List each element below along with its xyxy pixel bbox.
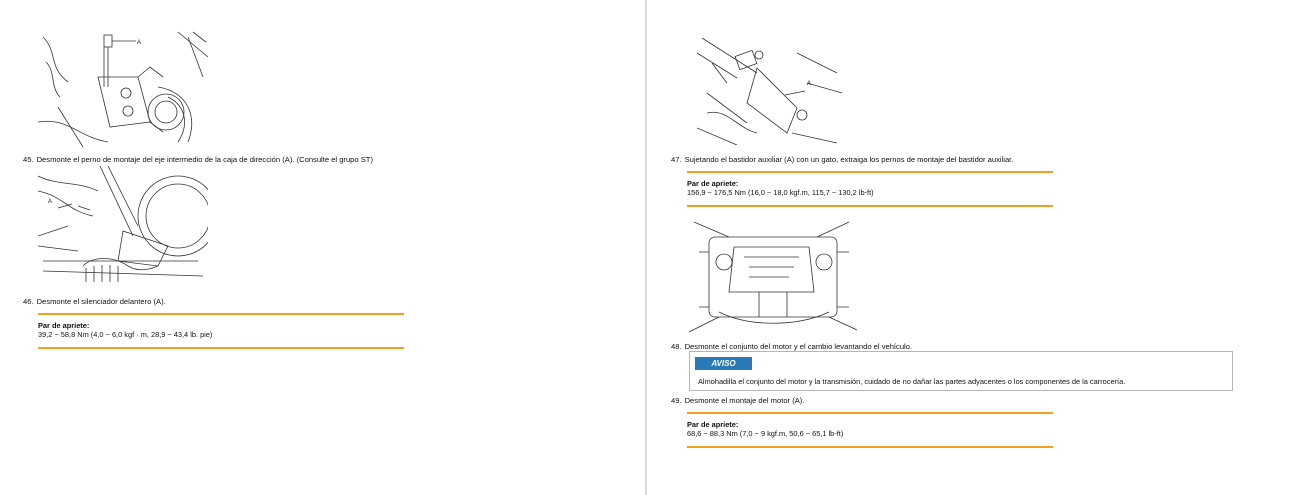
- line-drawing: [689, 212, 857, 337]
- step-48: [671, 342, 912, 351]
- step-number: 46.: [23, 297, 34, 306]
- notice-text: Almohadilla el conjunto del motor y la transmisión, cuidado de no dañar las partes adyacentes o los componentes de la carrocería.: [698, 377, 1126, 386]
- spec-title: Par de apriete:: [38, 321, 90, 330]
- spec-value: 68,6 ~ 88,3 Nm (7,0 ~ 9 kgf.m, 50,6 ~ 65,1 lb-ft): [687, 429, 844, 438]
- torque-spec: [38, 313, 404, 349]
- spec-title: Par de apriete:: [687, 179, 739, 188]
- line-drawing: [697, 33, 842, 145]
- step-number: 49.: [671, 396, 682, 405]
- step-45: [23, 155, 373, 164]
- step-text: Desmonte el silenciador delantero (A).: [36, 297, 166, 306]
- step-number: 45.: [23, 155, 34, 164]
- figure-steering-shaft-bolt: [38, 27, 208, 147]
- spec-top-rule: [687, 412, 1053, 414]
- figure-front-muffler: [38, 166, 208, 290]
- right-page: [647, 0, 1290, 495]
- step-47: [671, 155, 1013, 164]
- line-drawing: [38, 27, 208, 147]
- step-49: [671, 396, 804, 405]
- line-drawing: [38, 166, 208, 290]
- step-text: Desmonte el montaje del motor (A).: [684, 396, 805, 405]
- step-46: [23, 297, 166, 306]
- step-number: 47.: [671, 155, 682, 164]
- figure-subframe-jack: [697, 33, 842, 145]
- step-text: Sujetando el bastidor auxiliar (A) con un gato, extraiga los pernos de montaje del bastidor auxiliar.: [684, 155, 1014, 164]
- spec-bottom-rule: [687, 205, 1053, 207]
- spec-bottom-rule: [687, 446, 1053, 448]
- figure-subframe-assembly: [689, 212, 857, 337]
- spec-bottom-rule: [38, 347, 404, 349]
- step-number: 48.: [671, 342, 682, 351]
- notice-box: [689, 351, 1233, 391]
- spec-title: Par de apriete:: [687, 420, 739, 429]
- spec-top-rule: [38, 313, 404, 315]
- step-text: Desmonte el conjunto del motor y el cambio levantando el vehículo.: [684, 342, 913, 351]
- step-text: Desmonte el perno de montaje del eje intermedio de la caja de dirección (A). (Consulte el grupo ST): [36, 155, 373, 164]
- torque-spec-1: [687, 171, 1053, 207]
- figure-callout-a: A: [807, 81, 812, 87]
- spec-top-rule: [687, 171, 1053, 173]
- figure-callout-a: A: [137, 40, 142, 46]
- spec-value: 39,2 ~ 58,8 Nm (4,0 ~ 6,0 kgf · m, 28,9 ~ 43,4 lb. pie): [38, 330, 213, 339]
- spec-value: 156,9 ~ 176,5 Nm (16,0 ~ 18,0 kgf.m, 115,7 ~ 130,2 lb-ft): [687, 188, 874, 197]
- figure-callout-a: A: [48, 199, 53, 205]
- torque-spec-2: [687, 412, 1053, 448]
- notice-badge: AVISO: [695, 357, 752, 370]
